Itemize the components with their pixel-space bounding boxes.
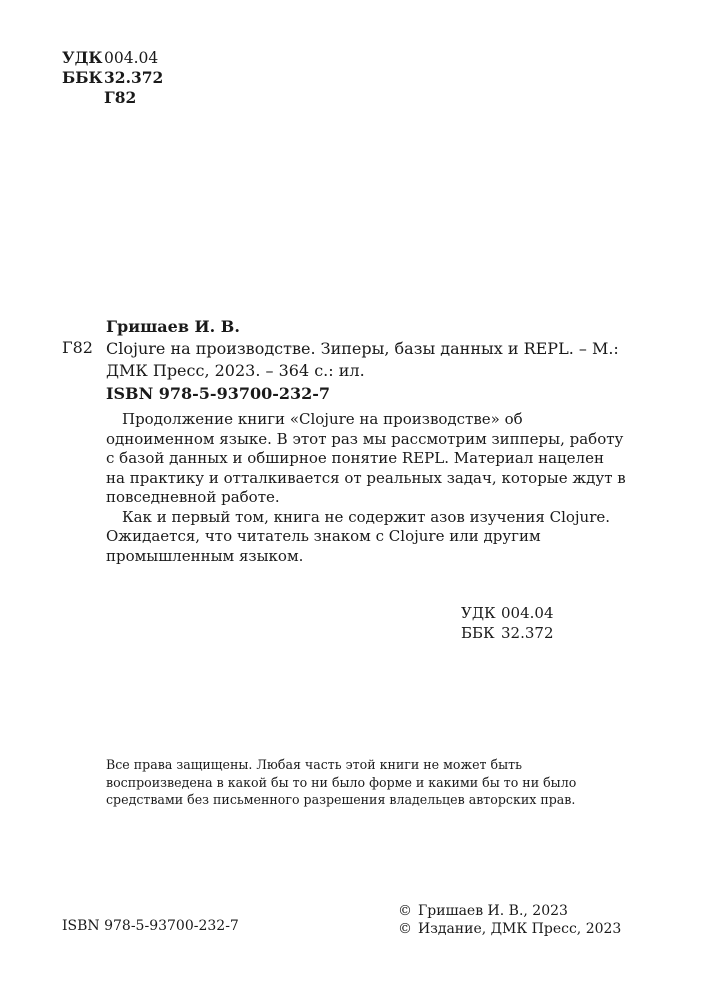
udc-repeat-row: [461, 603, 554, 623]
author-code: Г82: [104, 88, 137, 107]
copyright-symbol: ©: [398, 921, 412, 937]
copyright-symbol: ©: [398, 903, 412, 919]
copyright-line-1: [398, 902, 621, 920]
classification-block: [62, 48, 163, 108]
cutter-code: Г82: [62, 338, 93, 357]
bbk-repeat-label: ББК: [461, 624, 495, 642]
bbk-row: [62, 68, 163, 88]
bbk-repeat-row: [461, 623, 554, 643]
author-code-row: [62, 88, 163, 108]
rights-notice: Все права защищены. Любая часть этой книги не может быть воспроизведена в какой бы то ни было форме и какими бы то ни было средствами без письменного разрешения владельцев авторских прав.: [106, 757, 577, 807]
abstract-paragraph-1: Продолжение книги «Clojure на производстве» об одноименном языке. В этот раз мы рассмотрим зипперы, работу с базой данных и обширное понятие REPL. Материал нацелен на практику и отталкивается от реальных задач, которые ждут в повседневной работе.: [106, 410, 626, 506]
copyright-line-2: [398, 920, 621, 938]
author-name: Гришаев И. В.: [106, 317, 240, 336]
abstract: [106, 410, 626, 566]
udc-value: 004.04: [104, 49, 159, 67]
udc-label: УДК: [62, 48, 103, 67]
bbk-value: 32.372: [104, 68, 164, 87]
copyright-block: [398, 902, 621, 938]
classification-repeat: [461, 603, 554, 643]
copyright-publisher: Издание, ДМК Пресс, 2023: [418, 921, 622, 937]
udc-row: [62, 48, 163, 68]
abstract-paragraph-2: Как и первый том, книга не содержит азов изучения Clojure. Ожидается, что читатель знаком с Clojure или другим промышленным языком.: [106, 507, 611, 565]
bbk-label: ББК: [62, 68, 103, 87]
isbn-main: ISBN 978-5-93700-232-7: [106, 384, 331, 403]
bbk-repeat-value: 32.372: [501, 624, 554, 642]
copyright-author: Гришаев И. В., 2023: [418, 903, 568, 919]
udc-repeat-label: УДК: [461, 604, 496, 622]
isbn-footer: ISBN 978-5-93700-232-7: [62, 918, 239, 934]
udc-repeat-value: 004.04: [501, 604, 554, 622]
bibliographic-description: Clojure на производстве. Зиперы, базы данных и REPL. – М.: ДМК Пресс, 2023. – 364 с.: ил.: [106, 339, 619, 380]
